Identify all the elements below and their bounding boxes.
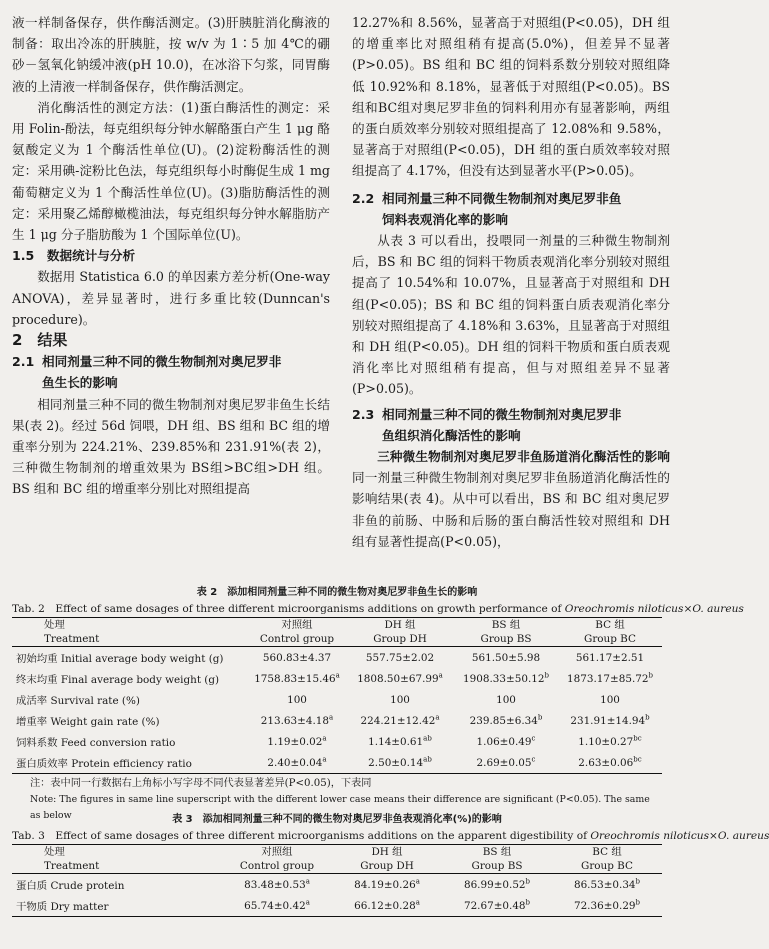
right-paragraph-1: 12.27%和 8.56%，显著高于对照组(P<0.05)，DH 组的增重率比对照组稍有提高(5.0%)，但差异不显著(P>0.05)。BS 组和 BC 组的饲料系数分别较对照组降低 10.92%和 8.18%，显著低于对照组(P<0.05)。BS组和BC组对奥尼罗非鱼的饲料利用亦有显著影响，两组的蛋白质效率分别较对照组提高了 12.08%和 9.58%，显著高于对照组(P<0.05)，DH 组的蛋白质效率较对照组提高了 4.17%，但没有达到显著水平(P>0.05)。 [352, 15, 670, 179]
significance-letter: b [525, 898, 531, 907]
table-cell [454, 710, 558, 731]
cell-value: 86.53±0.34 [573, 878, 636, 891]
cell-value: 84.19±0.26 [354, 878, 416, 891]
table-3-caption-en [12, 828, 769, 844]
significance-letter: a [322, 755, 327, 764]
table-2-note-en: Note: The figures in same line superscript with the different lower case means their difference are significant (P<0.05). The same as below [30, 794, 650, 821]
cell-value: 1.06±0.49 [476, 735, 532, 748]
left-paragraph-1: 液一样制备保存，供作酶活测定。(3)肝胰脏消化酶液的制备：取出冷冻的肝胰脏，按 w/v 为 1∶5 加 4℃的硼砂－氢氧化钠缓冲液(pH 10.0)，在冰浴下匀浆，同胃酶液的上清液一样制备保存，供作酶活测定。 [12, 15, 330, 94]
table-cell [222, 874, 332, 896]
significance-letter: bc [633, 734, 642, 743]
header-line: Treatment [44, 860, 100, 872]
table-row [12, 689, 662, 710]
header-line: DH 组 [371, 846, 403, 858]
table-2 [12, 585, 744, 824]
right-paragraph-3 [352, 446, 670, 552]
caption-en-text: Tab. 2 Effect of same dosages of three different microorganisms additions on growth performance of [12, 603, 565, 615]
significance-letter: b [635, 898, 641, 907]
cell-value: 2.69±0.05 [476, 756, 532, 769]
table-cell [346, 710, 454, 731]
cell-value: 100 [496, 693, 516, 706]
heading-line: 鱼生长的影响 [42, 375, 118, 391]
significance-letter: a [305, 898, 310, 907]
table-cell [346, 647, 454, 669]
right-paragraph-2: 从表 3 可以看出，投喂同一剂量的三种微生物制剂后，BS 和 BC 组的饲料干物质表观消化率分别较对照组提高了 10.54%和 10.07%，且显著高于对照组和 DH 组(P<0.05)；BS 和 BC 组的饲料蛋白质表观消化率分别较对照组提高了 4.18%和 3.63%，且显著高于对照组和 DH 组(P<0.05)。DH 组的饲料干物质和蛋白质表观消化率比对照组稍有提高，但与对照组差异不显著(P>0.05)。 [352, 233, 670, 397]
left-paragraph-4: 相同剂量三种不同的微生物制剂对奥尼罗非鱼生长结果(表 2)。经过 56d 饲喂，DH 组、BS 组和 BC 组的增重率分别为 224.21%、239.85%和 231.91%(表 2)，三种微生物制剂的增重效果为 BS组>BC组>DH 组。 BS 组和 BC 组的增重率分别比对照组提高 [12, 396, 330, 497]
row-label: 饲料系数 Feed conversion ratio [16, 737, 176, 749]
table-3-grid [12, 844, 662, 917]
table-3-caption-cn: 表 3 添加相同剂量三种不同的微生物对奥尼罗非鱼表观消化率(%)的影响 [172, 814, 502, 825]
cell-value: 1.10±0.27 [578, 735, 634, 748]
cell-value: 224.21±12.42 [360, 714, 436, 727]
table-cell [558, 647, 662, 669]
cell-value: 231.91±14.94 [570, 714, 646, 727]
header-cell [552, 845, 662, 874]
significance-letter: a [329, 713, 334, 722]
table-cell [248, 647, 346, 669]
table-cell [248, 668, 346, 689]
cell-value: 100 [600, 693, 620, 706]
section-2-heading: 2 结果 [12, 331, 68, 350]
table-row [12, 731, 662, 752]
cell-value: 557.75±2.02 [365, 651, 435, 664]
table-cell [454, 668, 558, 689]
header-line: Treatment [44, 633, 100, 645]
table-cell [248, 752, 346, 774]
section-1-5-heading: 1.5 数据统计与分析 [12, 248, 136, 264]
significance-letter: b [525, 877, 531, 886]
left-paragraph-2: 消化酶活性的测定方法：(1)蛋白酶活性的测定：采用 Folin-酚法，每克组织每分钟水解酪蛋白产生 1 μg 酪氨酸定义为 1 个酶活性单位(U)。(2)淀粉酶活性的测定：采用碘-淀粉比色法，每克组织每小时酶促生成 1 mg 葡萄糖定义为 1 个酶活性单位(U)。(3)脂肪酶活性的测定：采用聚乙烯醇橄榄油法，每克组织每分钟水解脂肪产生 1 μg 分子脂肪酸为 1 个国际单位(U)。 [12, 99, 330, 243]
header-line: 处理 [44, 619, 65, 631]
table-cell [454, 689, 558, 710]
header-cell [346, 618, 454, 647]
header-cell [558, 618, 662, 647]
table-row [12, 752, 662, 774]
significance-letter: c [531, 755, 536, 764]
heading-line: 相同剂量三种不同微生物制剂对奥尼罗非鱼 [382, 190, 622, 206]
table-cell [558, 710, 662, 731]
table-cell [552, 874, 662, 896]
table-cell [332, 895, 442, 917]
table-cell [552, 895, 662, 917]
significance-letter: ab [423, 755, 432, 764]
row-label: 蛋白质效率 Protein efficiency ratio [12, 752, 248, 774]
header-line: Control group [239, 860, 315, 872]
significance-letter: b [544, 671, 549, 680]
header-line: Group DH [360, 860, 414, 872]
header-line: Control group [259, 633, 335, 645]
cell-value: 66.12±0.28 [354, 899, 416, 912]
table-2-note-cn: 注：表中同一行数据右上角标小写字母不同代表显著差异(P<0.05)，下表同 [30, 778, 372, 789]
significance-letter: a [305, 877, 310, 886]
table-cell [248, 689, 346, 710]
significance-letter: b [537, 713, 543, 722]
cell-value: 1.19±0.02 [267, 735, 323, 748]
cell-value: 72.67±0.48 [463, 899, 526, 912]
cell-value: 1908.33±50.12 [463, 672, 545, 685]
header-line: Group BC [581, 860, 633, 872]
table-cell [248, 731, 346, 752]
left-column [12, 12, 330, 500]
table-cell [222, 895, 332, 917]
caption-en-species: Oreochromis niloticus×O. aureus [590, 830, 769, 842]
section-2-3-heading [352, 404, 670, 446]
right-column [352, 12, 670, 552]
table-row [12, 895, 662, 917]
cell-value: 561.17±2.51 [575, 651, 645, 664]
header-line: BC 组 [595, 619, 625, 631]
section-2-2-heading [352, 188, 670, 230]
table-cell [248, 710, 346, 731]
cell-value: 1758.83±15.46 [254, 672, 336, 685]
header-line: 对照组 [261, 846, 293, 858]
table-cell [558, 752, 662, 774]
table-cell [346, 731, 454, 752]
header-line: BS 组 [491, 619, 521, 631]
significance-letter: b [648, 671, 653, 680]
header-cell [248, 618, 346, 647]
section-2-1-heading [12, 351, 330, 393]
table-cell [454, 647, 558, 669]
header-line: BC 组 [592, 846, 622, 858]
header-line: 对照组 [281, 619, 313, 631]
section-number: 2.1 [12, 354, 35, 370]
table-row [12, 710, 662, 731]
cell-value: 2.40±0.04 [267, 756, 323, 769]
table-row [12, 647, 662, 669]
cell-value: 2.63±0.06 [578, 756, 634, 769]
heading-line: 鱼组织消化酶活性的影响 [382, 427, 521, 443]
cell-value: 560.83±4.37 [262, 651, 332, 664]
caption-en-text: Tab. 3 Effect of same dosages of three different microorganisms additions on the apparent digestibility of [12, 830, 591, 842]
significance-letter: a [435, 713, 440, 722]
row-label: 蛋白质 Crude protein [16, 880, 125, 892]
header-cell [454, 618, 558, 647]
table-cell [332, 874, 442, 896]
significance-letter: a [322, 734, 327, 743]
cell-value: 65.74±0.42 [244, 899, 306, 912]
heading-line: 相同剂量三种不同的微生物制剂对奥尼罗非 [382, 406, 622, 422]
significance-letter: a [415, 898, 420, 907]
table-cell [346, 689, 454, 710]
table-2-grid [12, 617, 662, 774]
row-label: 初始均重 Initial average body weight (g) [16, 653, 224, 665]
cell-value: 1873.17±85.72 [567, 672, 649, 685]
table-2-caption-en [12, 601, 744, 617]
significance-letter: b [645, 713, 650, 722]
section-2-3-1-heading: 三种微生物制剂对奥尼罗非鱼肠道消化酶活性的影响 [377, 449, 670, 465]
row-label: 增重率 Weight gain rate (%) [16, 716, 160, 728]
right-paragraph-3-text: 同一剂量三种微生物制剂对奥尼罗非鱼肠道消化酶活性的影响结果(表 4)。从中可以看出，BS 和 BC 组对奥尼罗非鱼的前肠、中肠和后肠的蛋白酶活性较对照组和 DH 组有显著性提高(P<0.05)， [352, 470, 670, 549]
header-line: 处理 [44, 846, 65, 858]
table-cell [558, 668, 662, 689]
section-number: 2.2 [352, 190, 375, 206]
heading-line: 饲料表观消化率的影响 [382, 211, 508, 227]
significance-letter: a [438, 671, 443, 680]
row-label: 成活率 Survival rate (%) [16, 695, 140, 707]
row-label: 终末均重 Final average body weight (g) [16, 674, 220, 686]
table-row [12, 668, 662, 689]
significance-letter: bc [633, 755, 642, 764]
cell-value: 100 [287, 693, 307, 706]
table-cell [442, 895, 552, 917]
cell-value: 100 [390, 693, 410, 706]
table-row [12, 874, 662, 896]
left-paragraph-3: 数据用 Statistica 6.0 的单因素方差分析(One-way ANOVA)，差异显著时，进行多重比较(Dunncan's procedure)。 [12, 269, 330, 327]
significance-letter: a [335, 671, 340, 680]
cell-value: 86.99±0.52 [463, 878, 526, 891]
significance-letter: c [531, 734, 536, 743]
table-cell [454, 752, 558, 774]
cell-value: 213.63±4.18 [260, 714, 329, 727]
table-3 [12, 812, 769, 917]
header-cell [442, 845, 552, 874]
header-cell [332, 845, 442, 874]
table-cell [558, 731, 662, 752]
header-cell [12, 845, 222, 874]
caption-en-species: Oreochromis niloticus×O. aureus [564, 603, 744, 615]
header-cell [222, 845, 332, 874]
heading-line: 相同剂量三种不同的微生物制剂对奥尼罗非 [42, 354, 282, 370]
table-cell [346, 668, 454, 689]
section-number: 2.3 [352, 406, 375, 422]
header-line: BS 组 [482, 846, 512, 858]
header-line: Group BS [480, 633, 532, 645]
header-line: Group BC [584, 633, 636, 645]
cell-value: 561.50±5.98 [471, 651, 541, 664]
table-cell [346, 752, 454, 774]
significance-letter: b [635, 877, 641, 886]
table-cell [558, 689, 662, 710]
cell-value: 72.36±0.29 [573, 899, 636, 912]
table-2-caption-cn: 表 2 添加相同剂量三种不同的微生物对奥尼罗非鱼生长的影响 [196, 587, 478, 598]
header-line: Group DH [373, 633, 427, 645]
header-line: DH 组 [384, 619, 416, 631]
row-label: 干物质 Dry matter [12, 895, 222, 917]
header-line: Group BS [471, 860, 523, 872]
cell-value: 83.48±0.53 [244, 878, 306, 891]
table-cell [454, 731, 558, 752]
cell-value: 1.14±0.61 [368, 735, 424, 748]
significance-letter: a [415, 877, 420, 886]
significance-letter: ab [423, 734, 432, 743]
cell-value: 1808.50±67.99 [357, 672, 439, 685]
cell-value: 239.85±6.34 [469, 714, 538, 727]
cell-value: 2.50±0.14 [368, 756, 424, 769]
table-cell [442, 874, 552, 896]
header-cell [12, 618, 248, 647]
